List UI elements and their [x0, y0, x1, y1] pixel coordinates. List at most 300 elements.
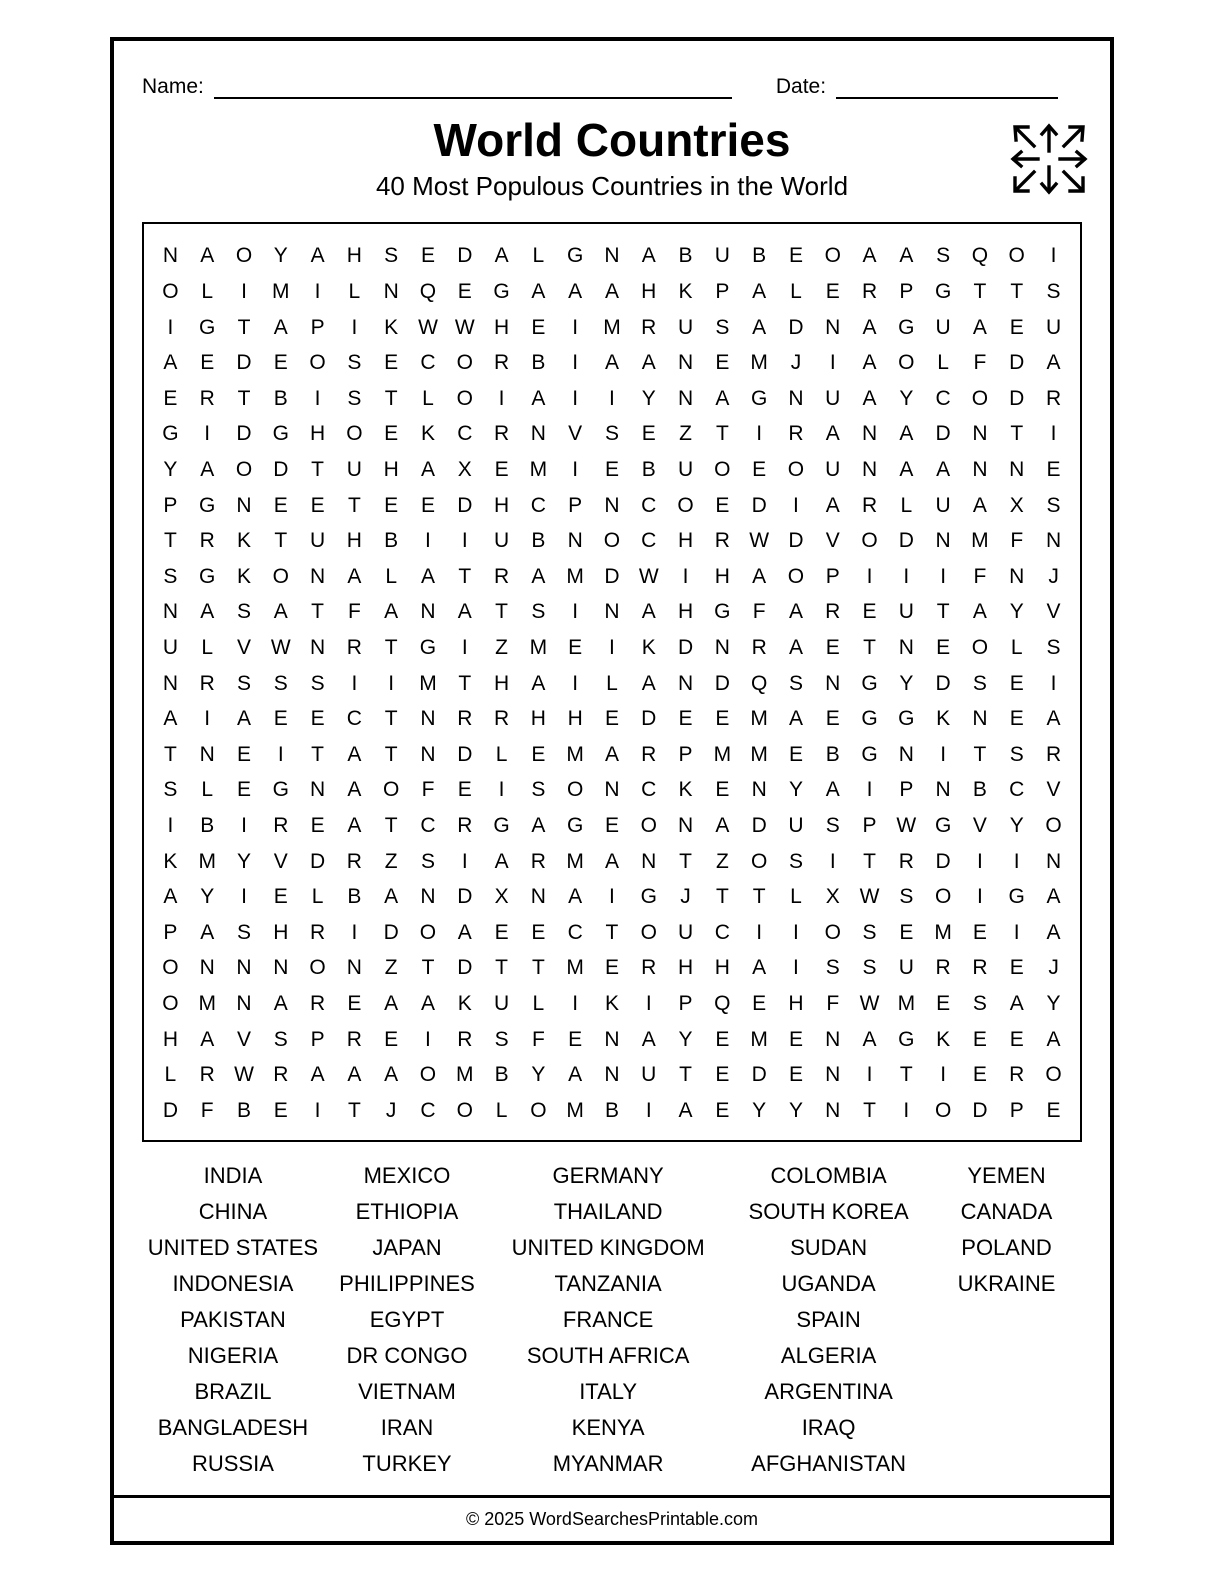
grid-cell[interactable]: D — [935, 422, 951, 446]
grid-cell[interactable]: L — [532, 991, 545, 1015]
grid-cell[interactable]: E — [384, 1027, 399, 1051]
grid-cell[interactable]: G — [898, 315, 915, 339]
grid-cell[interactable]: J — [1048, 956, 1059, 980]
grid-cell[interactable]: E — [1046, 1098, 1061, 1122]
grid-cell[interactable]: D — [1009, 386, 1025, 410]
word-list-item[interactable]: BRAZIL — [194, 1379, 272, 1405]
grid-cell[interactable]: A — [1046, 707, 1061, 731]
grid-cell[interactable]: N — [604, 778, 620, 802]
grid-cell[interactable]: M — [603, 315, 621, 339]
grid-cell[interactable]: A — [862, 1027, 877, 1051]
grid-cell[interactable]: G — [898, 1027, 915, 1051]
grid-cell[interactable]: L — [937, 351, 949, 375]
grid-cell[interactable]: T — [715, 422, 729, 446]
grid-cell[interactable]: M — [750, 742, 768, 766]
grid-cell[interactable]: I — [977, 849, 983, 873]
grid-cell[interactable]: Y — [788, 778, 803, 802]
grid-cell[interactable]: N — [310, 778, 326, 802]
grid-cell[interactable]: A — [1009, 991, 1024, 1015]
grid-cell[interactable]: N — [604, 493, 620, 517]
word-list-item[interactable]: VIETNAM — [358, 1379, 456, 1405]
grid-cell[interactable]: Y — [236, 849, 251, 873]
grid-cell[interactable]: L — [201, 636, 214, 660]
word-list-item[interactable]: SOUTH AFRICA — [526, 1343, 690, 1369]
grid-cell[interactable]: A — [163, 351, 178, 375]
grid-cell[interactable]: V — [236, 636, 251, 660]
grid-cell[interactable]: R — [641, 956, 657, 980]
grid-cell[interactable]: U — [493, 991, 510, 1015]
grid-cell[interactable]: C — [420, 813, 436, 837]
grid-cell[interactable]: D — [162, 1098, 178, 1122]
grid-cell[interactable]: L — [385, 564, 398, 588]
grid-cell[interactable]: U — [641, 1063, 657, 1087]
grid-cell[interactable]: E — [1009, 1027, 1024, 1051]
grid-cell[interactable]: T — [421, 956, 435, 980]
grid-cell[interactable]: E — [273, 707, 288, 731]
grid-cell[interactable]: W — [896, 813, 917, 837]
grid-cell[interactable]: D — [457, 493, 473, 517]
grid-cell[interactable]: A — [641, 600, 656, 624]
grid-cell[interactable]: D — [972, 1098, 988, 1122]
grid-cell[interactable]: A — [752, 315, 767, 339]
grid-cell[interactable]: A — [531, 671, 546, 695]
grid-cell[interactable]: B — [347, 885, 362, 909]
grid-cell[interactable]: M — [934, 920, 952, 944]
grid-cell[interactable]: E — [788, 1063, 803, 1087]
grid-cell[interactable]: O — [934, 885, 952, 909]
word-list-item[interactable]: THAILAND — [553, 1199, 663, 1225]
grid-cell[interactable]: S — [604, 422, 619, 446]
grid-cell[interactable]: N — [898, 636, 914, 660]
grid-cell[interactable]: K — [163, 849, 178, 873]
grid-cell[interactable]: G — [640, 885, 657, 909]
grid-cell[interactable]: H — [383, 458, 399, 482]
grid-cell[interactable]: A — [862, 386, 877, 410]
grid-cell[interactable]: G — [199, 315, 216, 339]
grid-cell[interactable]: C — [420, 351, 436, 375]
grid-cell[interactable]: F — [826, 991, 840, 1015]
word-list-item[interactable]: DR CONGO — [346, 1343, 468, 1369]
grid-cell[interactable]: N — [1045, 529, 1062, 553]
grid-cell[interactable]: W — [418, 315, 438, 339]
grid-cell[interactable]: B — [678, 244, 693, 268]
grid-cell[interactable]: G — [934, 813, 952, 837]
grid-cell[interactable]: T — [163, 742, 177, 766]
grid-cell[interactable]: E — [568, 1027, 583, 1051]
grid-cell[interactable]: M — [566, 956, 584, 980]
grid-cell[interactable]: S — [825, 813, 840, 837]
grid-cell[interactable]: N — [236, 956, 252, 980]
word-list-item[interactable]: FRANCE — [562, 1307, 654, 1333]
grid-cell[interactable]: A — [310, 244, 325, 268]
grid-cell[interactable]: Q — [419, 280, 437, 304]
grid-cell[interactable]: I — [388, 671, 395, 695]
grid-cell[interactable]: O — [162, 956, 179, 980]
grid-cell[interactable]: O — [309, 351, 326, 375]
grid-cell[interactable]: L — [1010, 636, 1023, 660]
grid-cell[interactable]: U — [788, 813, 804, 837]
grid-cell[interactable]: X — [1009, 493, 1024, 517]
grid-cell[interactable]: I — [572, 458, 579, 482]
word-list-item[interactable]: RUSSIA — [191, 1451, 274, 1477]
word-list-item[interactable]: ARGENTINA — [764, 1379, 893, 1405]
grid-cell[interactable]: O — [235, 244, 253, 268]
grid-cell[interactable]: D — [273, 458, 289, 482]
grid-cell[interactable]: N — [604, 1063, 620, 1087]
grid-cell[interactable]: I — [977, 885, 983, 909]
grid-cell[interactable]: I — [572, 386, 579, 410]
grid-cell[interactable]: D — [236, 422, 252, 446]
grid-cell[interactable]: I — [1050, 422, 1057, 446]
grid-cell[interactable]: I — [167, 813, 174, 837]
grid-cell[interactable]: E — [494, 920, 509, 944]
grid-cell[interactable]: U — [493, 529, 510, 553]
grid-cell[interactable]: D — [383, 920, 399, 944]
grid-cell[interactable]: N — [861, 458, 878, 482]
grid-cell[interactable]: O — [824, 920, 841, 944]
grid-cell[interactable]: A — [273, 600, 288, 624]
grid-cell[interactable]: O — [530, 1098, 547, 1122]
grid-cell[interactable]: U — [935, 493, 951, 517]
grid-cell[interactable]: A — [641, 1027, 656, 1051]
grid-cell[interactable]: J — [680, 885, 691, 909]
grid-cell[interactable]: M — [198, 991, 216, 1015]
word-list-item[interactable]: MEXICO — [363, 1163, 451, 1189]
grid-cell[interactable]: A — [604, 742, 619, 766]
grid-cell[interactable]: L — [495, 742, 508, 766]
grid-cell[interactable]: E — [715, 351, 730, 375]
grid-cell[interactable]: A — [384, 991, 399, 1015]
grid-cell[interactable]: M — [750, 1027, 768, 1051]
grid-cell[interactable]: T — [237, 386, 251, 410]
grid-cell[interactable]: H — [677, 529, 694, 553]
grid-cell[interactable]: L — [422, 386, 434, 410]
grid-cell[interactable]: E — [715, 493, 730, 517]
grid-cell[interactable]: S — [310, 671, 325, 695]
grid-cell[interactable]: P — [310, 315, 325, 339]
grid-cell[interactable]: E — [531, 315, 546, 339]
grid-cell[interactable]: A — [972, 600, 987, 624]
grid-cell[interactable]: N — [199, 956, 215, 980]
grid-cell[interactable]: A — [825, 493, 840, 517]
grid-cell[interactable]: S — [825, 956, 840, 980]
grid-cell[interactable]: B — [200, 813, 215, 837]
grid-cell[interactable]: A — [752, 956, 767, 980]
grid-cell[interactable]: T — [384, 636, 398, 660]
grid-cell[interactable]: R — [457, 707, 473, 731]
grid-cell[interactable]: O — [898, 351, 915, 375]
grid-cell[interactable]: A — [494, 849, 509, 873]
grid-cell[interactable]: I — [756, 920, 763, 944]
grid-cell[interactable]: N — [604, 600, 620, 624]
grid-cell[interactable]: Q — [750, 671, 768, 695]
grid-cell[interactable]: I — [572, 671, 579, 695]
grid-cell[interactable]: I — [940, 742, 947, 766]
grid-cell[interactable]: T — [311, 458, 324, 482]
grid-cell[interactable]: L — [790, 280, 802, 304]
grid-cell[interactable]: B — [384, 529, 399, 553]
word-list-item[interactable]: SUDAN — [790, 1235, 868, 1261]
grid-cell[interactable]: V — [236, 1027, 251, 1051]
grid-cell[interactable]: S — [788, 849, 803, 873]
grid-cell[interactable]: A — [568, 885, 583, 909]
grid-cell[interactable]: I — [903, 564, 910, 588]
grid-cell[interactable]: A — [1046, 1027, 1061, 1051]
grid-cell[interactable]: N — [383, 280, 399, 304]
grid-cell[interactable]: N — [788, 386, 804, 410]
grid-cell[interactable]: W — [859, 885, 880, 909]
grid-cell[interactable]: E — [1009, 956, 1024, 980]
grid-cell[interactable]: S — [163, 778, 178, 802]
grid-cell[interactable]: A — [384, 885, 399, 909]
grid-cell[interactable]: H — [567, 707, 583, 731]
grid-cell[interactable]: I — [314, 280, 321, 304]
grid-cell[interactable]: R — [714, 529, 730, 553]
grid-cell[interactable]: E — [899, 920, 914, 944]
grid-cell[interactable]: D — [788, 315, 804, 339]
grid-cell[interactable]: I — [241, 280, 247, 304]
grid-cell[interactable]: B — [825, 742, 840, 766]
grid-cell[interactable]: R — [1045, 742, 1062, 766]
grid-cell[interactable]: G — [272, 778, 289, 802]
grid-cell[interactable]: H — [162, 1027, 178, 1051]
grid-cell[interactable]: K — [604, 991, 619, 1015]
grid-cell[interactable]: N — [236, 493, 252, 517]
grid-cell[interactable]: G — [1008, 885, 1025, 909]
grid-cell[interactable]: I — [461, 529, 468, 553]
grid-cell[interactable]: S — [862, 920, 877, 944]
grid-cell[interactable]: K — [457, 991, 472, 1015]
grid-cell[interactable]: E — [604, 956, 619, 980]
grid-cell[interactable]: V — [1046, 600, 1061, 624]
grid-cell[interactable]: E — [936, 991, 951, 1015]
grid-cell[interactable]: R — [199, 529, 215, 553]
grid-cell[interactable]: P — [715, 280, 730, 304]
grid-cell[interactable]: B — [531, 529, 546, 553]
grid-cell[interactable]: G — [861, 742, 878, 766]
puzzle-grid[interactable] — [142, 222, 1082, 1142]
grid-cell[interactable]: O — [419, 920, 437, 944]
grid-cell[interactable]: E — [788, 244, 803, 268]
grid-cell[interactable]: N — [162, 244, 178, 268]
grid-cell[interactable]: H — [493, 315, 510, 339]
grid-cell[interactable]: A — [936, 458, 951, 482]
grid-cell[interactable]: A — [347, 778, 362, 802]
grid-cell[interactable]: O — [640, 920, 657, 944]
grid-cell[interactable]: I — [1013, 920, 1020, 944]
grid-cell[interactable]: E — [1009, 315, 1024, 339]
grid-cell[interactable]: T — [495, 956, 508, 980]
grid-cell[interactable]: I — [609, 636, 615, 660]
grid-cell[interactable]: D — [641, 707, 657, 731]
grid-cell[interactable]: P — [163, 493, 178, 517]
grid-cell[interactable]: A — [862, 315, 877, 339]
grid-cell[interactable]: U — [346, 458, 362, 482]
word-list-item[interactable]: IRAN — [380, 1415, 434, 1441]
grid-cell[interactable]: T — [347, 1098, 361, 1122]
grid-cell[interactable]: T — [973, 280, 987, 304]
grid-cell[interactable]: M — [566, 1098, 584, 1122]
grid-cell[interactable]: R — [199, 671, 215, 695]
grid-cell[interactable]: N — [935, 778, 951, 802]
grid-cell[interactable]: A — [163, 885, 178, 909]
grid-cell[interactable]: A — [420, 564, 435, 588]
grid-cell[interactable]: E — [604, 707, 619, 731]
grid-cell[interactable]: Y — [899, 386, 914, 410]
grid-cell[interactable]: G — [199, 564, 216, 588]
grid-cell[interactable]: O — [824, 244, 841, 268]
grid-cell[interactable]: D — [898, 529, 914, 553]
grid-cell[interactable]: A — [531, 564, 546, 588]
grid-cell[interactable]: A — [641, 244, 656, 268]
grid-cell[interactable]: V — [825, 529, 840, 553]
grid-cell[interactable]: A — [825, 422, 840, 446]
grid-cell[interactable]: N — [677, 671, 694, 695]
grid-cell[interactable]: N — [825, 315, 841, 339]
grid-cell[interactable]: H — [310, 422, 326, 446]
grid-cell[interactable]: O — [383, 778, 400, 802]
grid-cell[interactable]: T — [384, 742, 398, 766]
grid-cell[interactable]: R — [935, 956, 951, 980]
grid-cell[interactable]: E — [972, 920, 987, 944]
word-list-item[interactable]: YEMEN — [967, 1163, 1046, 1189]
grid-cell[interactable]: G — [199, 493, 216, 517]
word-list-item[interactable]: UNITED STATES — [147, 1235, 319, 1261]
word-list-item[interactable]: INDONESIA — [172, 1271, 294, 1297]
grid-cell[interactable]: K — [236, 529, 251, 553]
grid-cell[interactable]: H — [677, 956, 694, 980]
grid-cell[interactable]: M — [272, 280, 290, 304]
grid-cell[interactable]: O — [971, 636, 989, 660]
grid-cell[interactable]: L — [900, 493, 913, 517]
grid-cell[interactable]: I — [609, 885, 615, 909]
grid-cell[interactable]: X — [825, 885, 840, 909]
grid-cell[interactable]: S — [936, 244, 951, 268]
word-list-item[interactable]: ITALY — [579, 1379, 638, 1405]
grid-cell[interactable]: S — [972, 991, 987, 1015]
grid-cell[interactable]: T — [1010, 422, 1024, 446]
grid-cell[interactable]: O — [1008, 244, 1025, 268]
word-list-item[interactable]: GERMANY — [552, 1163, 664, 1189]
grid-cell[interactable]: Y — [788, 1098, 803, 1122]
word-list-item[interactable]: AFGHANISTAN — [751, 1451, 906, 1477]
grid-cell[interactable]: N — [310, 564, 326, 588]
word-list-item[interactable]: POLAND — [961, 1235, 1052, 1261]
grid-cell[interactable]: Y — [752, 1098, 767, 1122]
grid-cell[interactable]: I — [425, 1027, 431, 1051]
grid-cell[interactable]: T — [311, 742, 324, 766]
grid-cell[interactable]: R — [493, 564, 510, 588]
grid-cell[interactable]: F — [973, 564, 987, 588]
word-list-item[interactable]: EGYPT — [369, 1307, 445, 1333]
grid-cell[interactable]: A — [972, 493, 987, 517]
grid-cell[interactable]: I — [866, 1063, 873, 1087]
grid-cell[interactable]: H — [346, 244, 362, 268]
grid-cell[interactable]: R — [825, 600, 841, 624]
grid-cell[interactable]: A — [715, 386, 730, 410]
grid-cell[interactable]: I — [793, 920, 799, 944]
grid-cell[interactable]: H — [788, 991, 804, 1015]
grid-cell[interactable]: Y — [678, 1027, 693, 1051]
grid-cell[interactable]: O — [566, 778, 584, 802]
grid-cell[interactable]: P — [568, 493, 583, 517]
grid-cell[interactable]: A — [568, 280, 583, 304]
grid-cell[interactable]: Z — [384, 849, 398, 873]
grid-cell[interactable]: P — [825, 564, 840, 588]
grid-cell[interactable]: E — [420, 244, 435, 268]
grid-cell[interactable]: U — [677, 458, 694, 482]
grid-cell[interactable]: U — [935, 315, 951, 339]
grid-cell[interactable]: S — [236, 920, 251, 944]
grid-cell[interactable]: O — [309, 956, 326, 980]
grid-cell[interactable]: Y — [200, 885, 215, 909]
grid-cell[interactable]: S — [531, 600, 546, 624]
grid-cell[interactable]: I — [241, 813, 247, 837]
grid-cell[interactable]: C — [935, 386, 951, 410]
grid-cell[interactable]: R — [641, 315, 657, 339]
grid-cell[interactable]: R — [861, 280, 878, 304]
grid-cell[interactable]: I — [1050, 671, 1057, 695]
grid-cell[interactable]: E — [678, 707, 693, 731]
grid-cell[interactable]: H — [641, 280, 657, 304]
grid-cell[interactable]: R — [457, 813, 473, 837]
grid-cell[interactable]: S — [1046, 493, 1061, 517]
grid-cell[interactable]: E — [752, 991, 767, 1015]
grid-cell[interactable]: N — [972, 458, 988, 482]
grid-cell[interactable]: E — [604, 813, 619, 837]
grid-cell[interactable]: I — [572, 991, 579, 1015]
grid-cell[interactable]: E — [715, 778, 730, 802]
grid-cell[interactable]: T — [458, 671, 472, 695]
grid-cell[interactable]: E — [641, 422, 656, 446]
grid-cell[interactable]: H — [714, 956, 730, 980]
grid-cell[interactable]: S — [1046, 636, 1061, 660]
grid-cell[interactable]: G — [714, 600, 731, 624]
grid-cell[interactable]: T — [863, 849, 876, 873]
grid-cell[interactable]: V — [273, 849, 288, 873]
grid-cell[interactable]: R — [1009, 1063, 1025, 1087]
grid-cell[interactable]: R — [751, 636, 767, 660]
grid-cell[interactable]: A — [420, 458, 435, 482]
grid-cell[interactable]: A — [899, 422, 914, 446]
grid-cell[interactable]: S — [788, 671, 803, 695]
grid-cell[interactable]: E — [273, 885, 288, 909]
grid-cell[interactable]: N — [1045, 849, 1062, 873]
word-list-item[interactable]: CHINA — [198, 1199, 268, 1225]
grid-cell[interactable]: D — [604, 564, 620, 588]
grid-cell[interactable]: D — [457, 244, 473, 268]
grid-cell[interactable]: A — [200, 920, 215, 944]
grid-cell[interactable]: W — [749, 529, 770, 553]
grid-cell[interactable]: E — [273, 351, 288, 375]
grid-cell[interactable]: E — [972, 1063, 987, 1087]
grid-cell[interactable]: D — [751, 493, 767, 517]
grid-cell[interactable]: E — [347, 991, 362, 1015]
grid-cell[interactable]: A — [568, 1063, 583, 1087]
grid-cell[interactable]: I — [682, 564, 689, 588]
grid-cell[interactable]: M — [198, 849, 216, 873]
grid-cell[interactable]: O — [1045, 1063, 1062, 1087]
grid-cell[interactable]: P — [678, 991, 693, 1015]
grid-cell[interactable]: X — [494, 885, 509, 909]
grid-cell[interactable]: G — [162, 422, 179, 446]
grid-cell[interactable]: I — [204, 422, 211, 446]
grid-cell[interactable]: Z — [384, 956, 398, 980]
grid-cell[interactable]: E — [715, 1027, 730, 1051]
grid-cell[interactable]: N — [751, 778, 767, 802]
grid-cell[interactable]: T — [936, 600, 950, 624]
grid-cell[interactable]: M — [750, 351, 768, 375]
